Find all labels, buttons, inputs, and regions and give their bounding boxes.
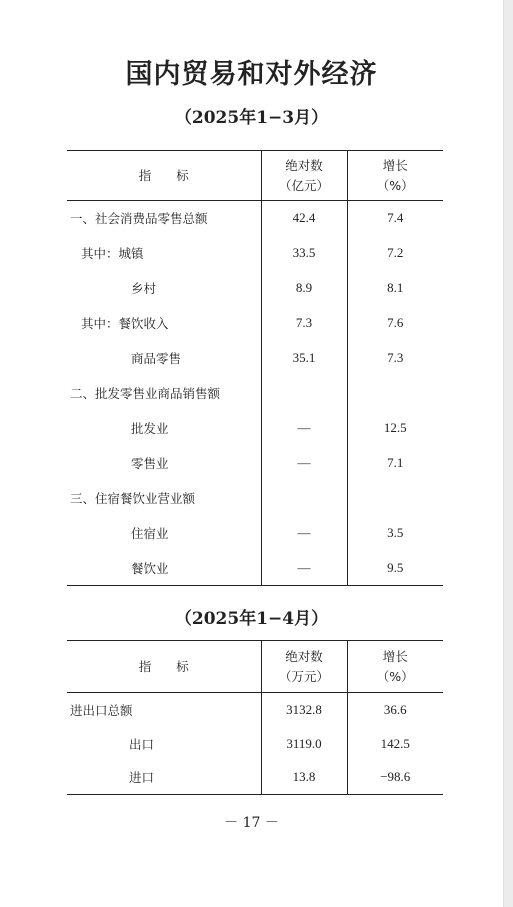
- table-row: [67, 201, 443, 236]
- header-growth: [347, 151, 443, 201]
- header-growth: [347, 641, 443, 693]
- header-growth-unit: （%）: [376, 668, 414, 684]
- row-label: 餐饮业: [67, 551, 261, 586]
- retail-table: [67, 150, 443, 586]
- table-row: [67, 306, 443, 341]
- row-label: 出口: [67, 727, 261, 761]
- row-growth: −98.6: [380, 769, 411, 785]
- row-label: 乡村: [67, 271, 261, 306]
- row-growth: 7.2: [387, 245, 404, 260]
- row-label: 其中：城镇: [67, 236, 261, 271]
- header-growth-title: 增长: [382, 157, 408, 173]
- row-label: 三、住宿餐饮业营业额: [67, 481, 261, 516]
- header-growth-unit: （%）: [376, 177, 414, 193]
- row-growth: 142.5: [380, 735, 410, 751]
- table-row: [67, 516, 443, 551]
- row-growth: 7.1: [387, 455, 404, 470]
- row-label: 零售业: [67, 446, 261, 481]
- table2-subtitle: （2025年1−4月）: [174, 609, 329, 629]
- table1-subtitle: （2025年1−3月）: [174, 108, 329, 128]
- trade-table: [67, 640, 443, 795]
- header-indicator: 指 标: [67, 151, 261, 201]
- row-value: 8.9: [261, 271, 347, 306]
- table-row: [67, 693, 443, 727]
- row-value: 13.8: [261, 761, 347, 795]
- row-label: 一、社会消费品零售总额: [67, 201, 261, 236]
- row-label: 进口: [67, 761, 261, 795]
- row-growth: 3.5: [387, 525, 404, 540]
- table-row: [67, 411, 443, 446]
- row-value: —: [261, 411, 347, 446]
- row-growth: 8.1: [387, 280, 404, 295]
- header-indicator: 指 标: [67, 641, 261, 693]
- page-title: 国内贸易和对外经济: [125, 59, 378, 90]
- table-row: [67, 376, 443, 411]
- row-value: 35.1: [261, 341, 347, 376]
- row-growth: 36.6: [383, 701, 407, 717]
- row-value: 42.4: [261, 201, 347, 236]
- table-row: [67, 481, 443, 516]
- table-row: [67, 271, 443, 306]
- table-row: [67, 446, 443, 481]
- row-growth: 7.3: [387, 350, 404, 365]
- table-row: [67, 341, 443, 376]
- header-absolute-unit: （亿元）: [278, 177, 329, 193]
- header-absolute-title: 绝对数: [285, 648, 323, 664]
- row-label: 住宿业: [67, 516, 261, 551]
- row-value: 33.5: [261, 236, 347, 271]
- row-label: 批发业: [67, 411, 261, 446]
- row-value: —: [261, 551, 347, 586]
- table-row: [67, 761, 443, 795]
- row-value: [261, 481, 347, 516]
- header-absolute-title: 绝对数: [285, 157, 323, 173]
- row-growth: 7.6: [387, 315, 404, 330]
- row-label: 二、批发零售业商品销售额: [67, 376, 261, 411]
- table-row: [67, 236, 443, 271]
- header-growth-title: 增长: [382, 648, 408, 664]
- row-value: —: [261, 516, 347, 551]
- row-label: 其中：餐饮收入: [67, 306, 261, 341]
- row-growth: 9.5: [387, 559, 404, 575]
- row-label: 进出口总额: [67, 693, 261, 727]
- row-value: 3132.8: [261, 693, 347, 727]
- row-growth: 12.5: [383, 420, 407, 435]
- row-value: —: [261, 446, 347, 481]
- header-absolute: [261, 151, 347, 201]
- page-edge: [503, 0, 513, 907]
- row-value: 7.3: [261, 306, 347, 341]
- row-label: 商品零售: [67, 341, 261, 376]
- header-absolute-unit: （万元）: [278, 668, 329, 684]
- row-value: [261, 376, 347, 411]
- row-growth: [347, 481, 443, 516]
- page-number: － 17 －: [224, 815, 279, 831]
- table-row: [67, 551, 443, 586]
- header-absolute: [261, 641, 347, 693]
- table-row: [67, 727, 443, 761]
- row-growth: [347, 376, 443, 411]
- row-value: 3119.0: [261, 727, 347, 761]
- row-growth: 7.4: [387, 210, 404, 226]
